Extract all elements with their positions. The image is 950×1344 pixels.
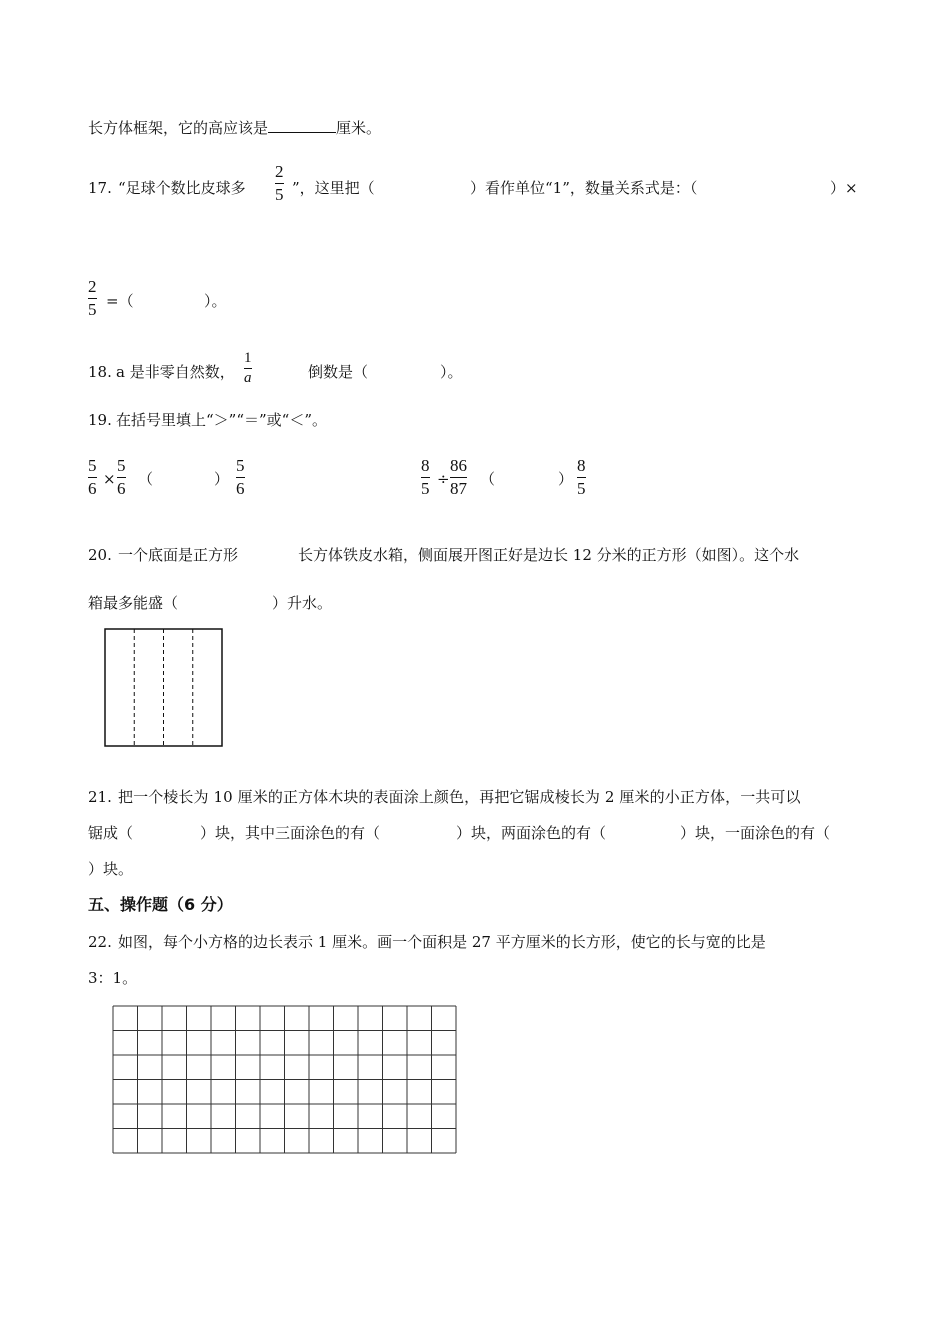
q18-text-part3: ）。 (440, 363, 463, 381)
q17-number: 17. (88, 179, 112, 197)
q21-l2b: ）块，其中三面涂色的有（ (200, 824, 381, 842)
fraction-numerator: 2 (88, 277, 97, 296)
q16-line (88, 118, 381, 138)
q21-l2d: ）块，一面涂色的有（ (680, 824, 831, 842)
q18-text-part1: a 是非零自然数， (116, 363, 235, 381)
q21-l2a: 锯成（ (88, 824, 134, 842)
q21-l2c: ）块，两面涂色的有（ (456, 824, 607, 842)
q17-fraction (275, 162, 284, 205)
q20-text-part2: 长方体铁皮水箱，侧面展开图正好是边长 12 分米的正方形（如图）。这个水 (298, 546, 800, 564)
q20-unfolded-side-diagram (104, 628, 224, 748)
fraction-numerator: 2 (275, 162, 284, 181)
q17-text-part1: “足球个数比皮球多 (118, 179, 246, 197)
q19-right-result-fraction: 8 5 (577, 456, 586, 498)
q21-line1: 把一个棱长为 10 厘米的正方体木块的表面涂上颜色，再把它锯成棱长为 2 厘米的小正方体，一共可以 (118, 788, 801, 806)
q18-fraction (244, 350, 252, 387)
q19-left-fraction2: 5 6 (117, 456, 126, 498)
q17-line2-fraction (88, 277, 97, 320)
q19-left-fraction1: 5 6 (88, 456, 97, 498)
q19-instruction: 在括号里填上“＞”“＝”或“＜”。 (116, 411, 328, 429)
q22-number: 22. (88, 933, 112, 951)
fraction-denominator: 5 (88, 300, 97, 319)
q19-right-operator: ÷ (437, 470, 450, 488)
q20-line2a: 箱最多能盛（ (88, 594, 179, 612)
q17-line2-eq: =（ (106, 292, 134, 310)
q19-left-result-fraction: 5 6 (236, 456, 245, 498)
fraction-numerator: 1 (244, 350, 252, 366)
fraction-denominator: a (244, 370, 252, 386)
q20-text-part1: 一个底面是正方形 (118, 546, 239, 564)
q19-left-open-paren: （ (138, 470, 154, 488)
q19-left-operator: × (103, 470, 116, 488)
q17-text-part3: ）看作单位“1”，数量关系式是：（ (470, 179, 698, 197)
q16-unit: 厘米。 (336, 119, 382, 137)
q17-text-part4: ）× (830, 179, 858, 197)
q18-number: 18. (88, 363, 112, 381)
q21-line3: ）块。 (88, 860, 134, 878)
section-title: 五、操作题（6 分） (88, 895, 233, 914)
q22-square-grid[interactable] (112, 1005, 460, 1157)
q17-line2-end: ）。 (204, 292, 227, 310)
q22-line1: 如图，每个小方格的边长表示 1 厘米。画一个面积是 27 平方厘米的长方形，使它的长与宽的比是 (118, 933, 766, 951)
fraction-denominator: 5 (275, 185, 284, 204)
q16-text: 长方体框架，它的高应该是 (88, 119, 269, 137)
q20-number: 20. (88, 546, 112, 564)
q19-left-close-paren: ） (214, 470, 230, 488)
q17-text-part2: ”，这里把（ (292, 179, 375, 197)
q19-right-fraction1: 8 5 (421, 456, 430, 498)
q18-text-part2: 倒数是（ (308, 363, 369, 381)
q19-number: 19. (88, 411, 112, 429)
q20-line2b: ）升水。 (272, 594, 333, 612)
q19-right-open-paren: （ (480, 470, 496, 488)
q22-line2: 3：1。 (88, 969, 138, 987)
q21-number: 21. (88, 788, 112, 806)
q19-right-fraction2: 86 87 (450, 456, 467, 498)
q19-right-close-paren: ） (558, 470, 574, 488)
q16-answer-blank[interactable] (268, 118, 336, 133)
